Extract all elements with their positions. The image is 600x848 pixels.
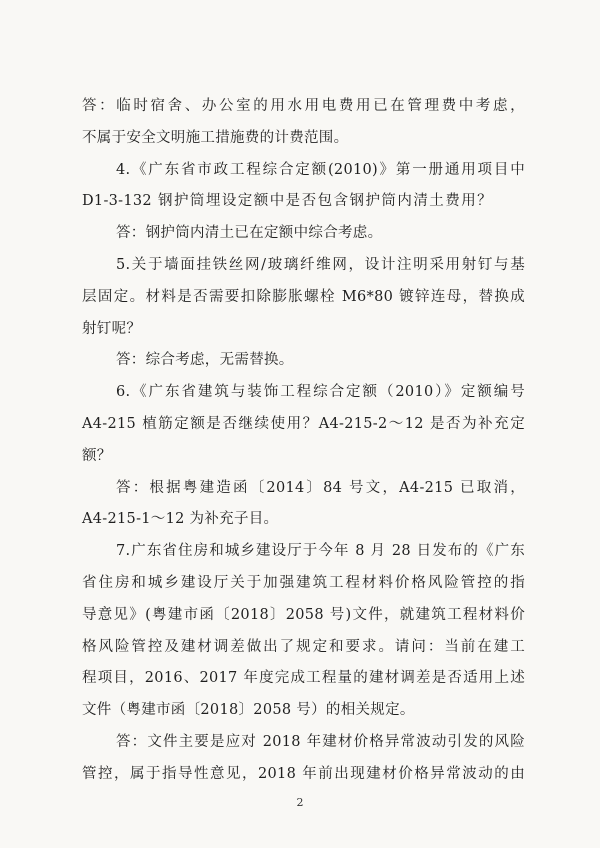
text-line: 5.关于墙面挂铁丝网/玻璃纤维网，设计注明采用射钉与基 [116,257,525,273]
text-line: 层固定。材料是否需要扣除膨胀螺栓 M6*80 镀锌连母，替换成 [82,289,525,305]
text-line: 答：综合考虑，无需替换。 [116,352,294,368]
text-line: 答：临时宿舍、办公室的用水用电费用已在管理费中考虑， [82,98,525,114]
text-line: A4-215-1～12 为补充子目。 [82,511,279,527]
text-line: 7.广东省住房和城乡建设厅于今年 8 月 28 日发布的《广东 [116,543,525,559]
text-line: D1-3-132 钢护筒埋设定额中是否包含钢护筒内清土费用？ [82,193,492,209]
text-line: 文件（粤建市函〔2018〕2058 号）的相关规定。 [82,702,415,718]
text-line: 答：根据粤建造函〔2014〕84 号文，A4-215 已取消， [116,480,525,496]
text-line: 4.《广东省市政工程综合定额(2010)》第一册通用项目中 [116,162,525,178]
text-line: 程项目，2016、2017 年度完成工程量的建材调差是否适用上述 [82,670,525,686]
text-line: 答：钢护筒内清土已在定额中综合考虑。 [116,225,383,241]
text-line: 射钉呢？ [82,321,142,337]
text-line: 导意见》(粤建市函〔2018〕2058 号)文件，就建筑工程材料价 [82,607,525,623]
text-line: 6.《广东省建筑与装饰工程综合定额（2010）》定额编号 [116,384,525,400]
text-line: 省住房和城乡建设厅关于加强建筑工程材料价格风险管控的指 [82,575,525,591]
text-line: 不属于安全文明施工措施费的计费范围。 [82,130,349,146]
page-number: 2 [296,796,304,809]
text-line: 管控，属于指导性意见，2018 年前出现建材价格异常波动的由 [82,766,525,782]
text-line: A4-215 植筋定额是否继续使用？A4-215-2～12 是否为补充定 [82,416,525,432]
text-line: 额？ [82,448,112,464]
text-line: 格风险管控及建材调差做出了规定和要求。请问：当前在建工 [82,639,525,655]
text-line: 答：文件主要是应对 2018 年建材价格异常波动引发的风险 [116,734,525,750]
